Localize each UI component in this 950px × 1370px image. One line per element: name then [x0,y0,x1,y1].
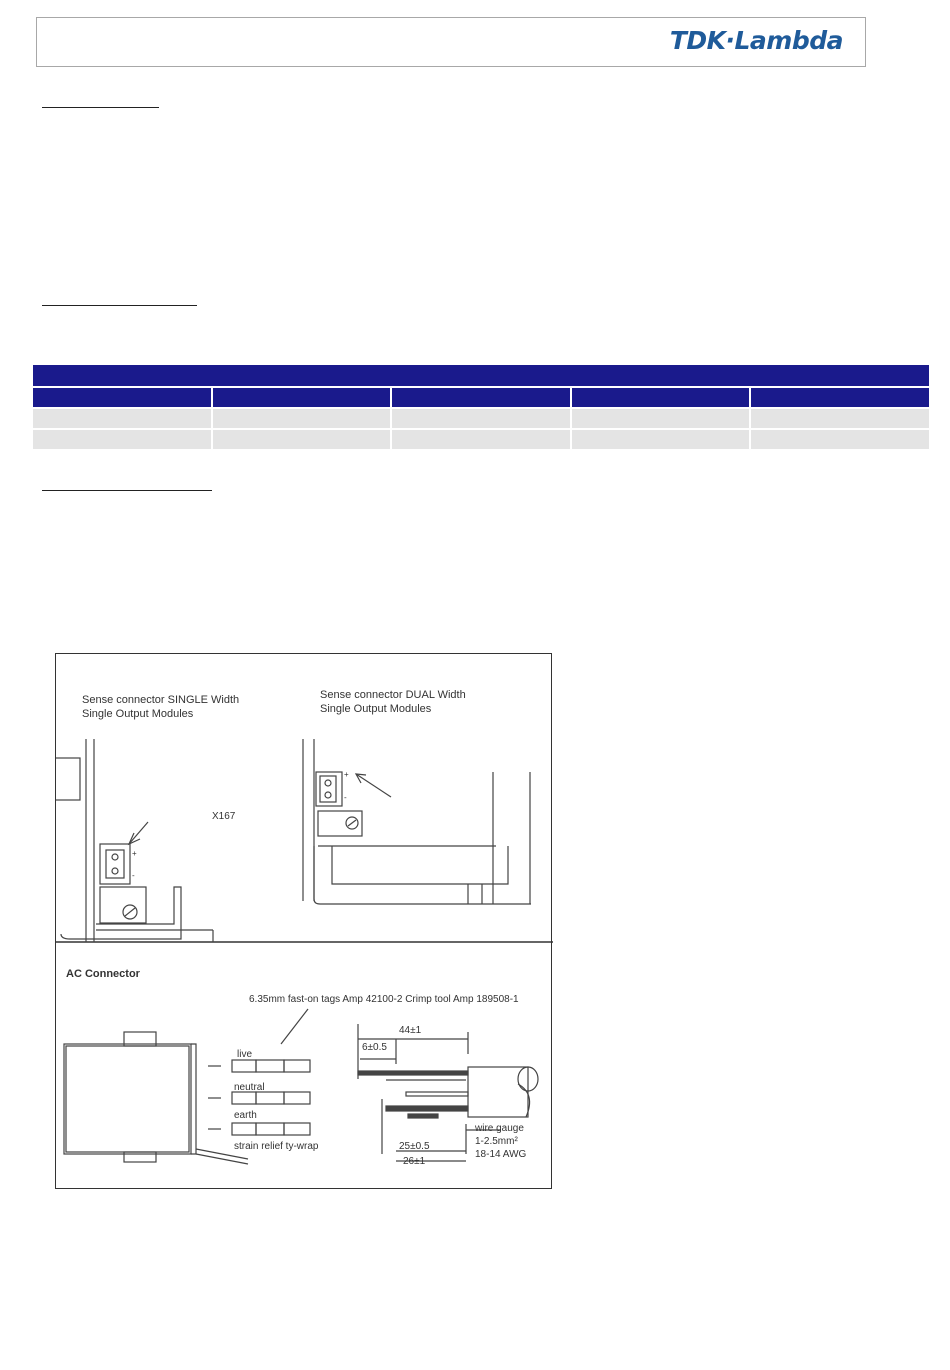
dim-total-label: 44±1 [399,1025,422,1036]
dual-plus-sign: + [344,770,349,779]
table-header-row [33,386,929,407]
section-heading-underline-3 [42,490,212,491]
wire-gauge-line2: 1-2.5mm² [475,1136,518,1147]
dual-minus-sign: - [344,793,347,802]
section-heading-underline-2 [42,305,197,306]
page-header [36,17,866,67]
tdk-lambda-logo: TDK·Lambda [669,26,843,55]
table-cell [213,430,393,449]
connector-diagram-svg [56,654,553,1190]
ac-connector-title: AC Connector [66,968,140,980]
single-caption-line1: Sense connector SINGLE Width [82,694,240,706]
table-header-cell [751,388,929,407]
dim-outer-label: 26±1 [403,1156,426,1167]
table-cell [751,409,929,428]
section-heading-underline-1 [42,107,159,108]
wire-live-label: live [237,1049,253,1060]
wire-gauge-line1: wire gauge [475,1123,524,1134]
table-header-cell [213,388,393,407]
table-cell [213,409,393,428]
single-plus-sign: + [132,849,137,858]
connector-diagram [55,653,552,1189]
table-cell [751,430,929,449]
part-label: X167 [212,811,236,822]
table-cell [33,430,213,449]
table-cell [572,430,752,449]
table-cell [392,430,572,449]
wire-earth-label: earth [234,1110,257,1121]
specification-table [33,365,929,449]
table-header-cell [392,388,572,407]
table-cell [33,409,213,428]
dual-caption-line1: Sense connector DUAL Width [320,689,466,701]
table-header-cell [33,388,213,407]
dim-strip-label: 6±0.5 [362,1042,387,1053]
table-row [33,428,929,449]
dim-inner-label: 25±0.5 [399,1141,430,1152]
table-row [33,407,929,428]
table-cell [572,409,752,428]
table-title-bar [33,365,929,386]
single-caption-line2: Single Output Modules [82,708,194,720]
fast-on-tag-note: 6.35mm fast-on tags Amp 42100-2 Crimp tool Amp 189508-1 [249,994,519,1005]
table-cell [392,409,572,428]
strain-relief-label: strain relief ty-wrap [234,1141,319,1152]
wire-neutral-label: neutral [234,1082,265,1093]
dual-caption-line2: Single Output Modules [320,703,432,715]
wire-gauge-line3: 18-14 AWG [475,1149,527,1160]
single-minus-sign: - [132,871,135,880]
table-header-cell [572,388,752,407]
